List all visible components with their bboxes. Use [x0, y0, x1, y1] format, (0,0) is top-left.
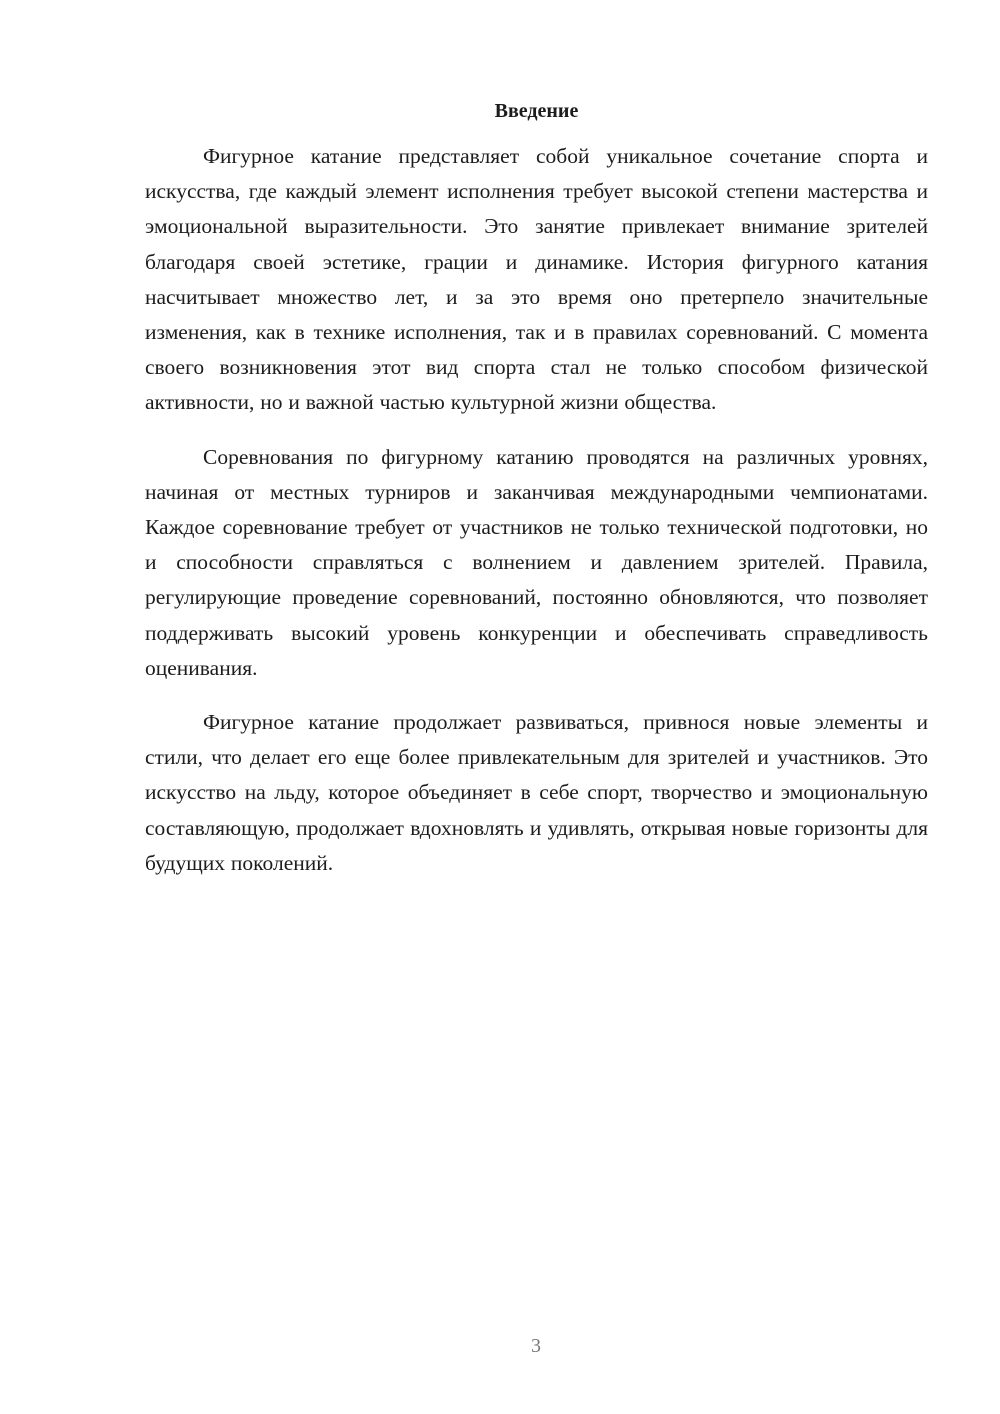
- paragraph-2: Соревнования по фигурному катанию проводятся на различных уровнях, начиная от местных турниров и заканчивая международными чемпионатами. Каждое соревнование требует от участников не только технической подготовки, но и способности справляться с волнением и давлением зрителей. Правила, регулирующие проведение соревнований, постоянно обновляются, что позволяет поддерживать высокий уровень конкуренции и обеспечивать справедливость оценивания.: [145, 444, 928, 680]
- paragraph-3: Фигурное катание продолжает развиваться, привнося новые элементы и стили, что делает его еще более привлекательным для зрителей и участников. Это искусство на льду, которое объединяет в себе спорт, творчество и эмоциональную составляющую, продолжает вдохновлять и удивлять, открывая новые горизонты для будущих поколений.: [145, 710, 928, 875]
- page-number: 3: [531, 1335, 541, 1357]
- paragraph-1: Фигурное катание представляет собой уникальное сочетание спорта и искусства, где каждый элемент исполнения требует высокой степени мастерства и эмоциональной выразительности. Это занятие привлекает внимание зрителей благодаря своей эстетике, грации и динамике. История фигурного катания насчитывает множество лет, и за это время оно претерпело значительные изменения, как в технике исполнения, так и в правилах соревнований. С момента своего возникновения этот вид спорта стал не только способом физической активности, но и важной частью культурной жизни общества.: [145, 144, 928, 415]
- page-body: [145, 96, 928, 881]
- section-heading: Введение: [494, 100, 579, 122]
